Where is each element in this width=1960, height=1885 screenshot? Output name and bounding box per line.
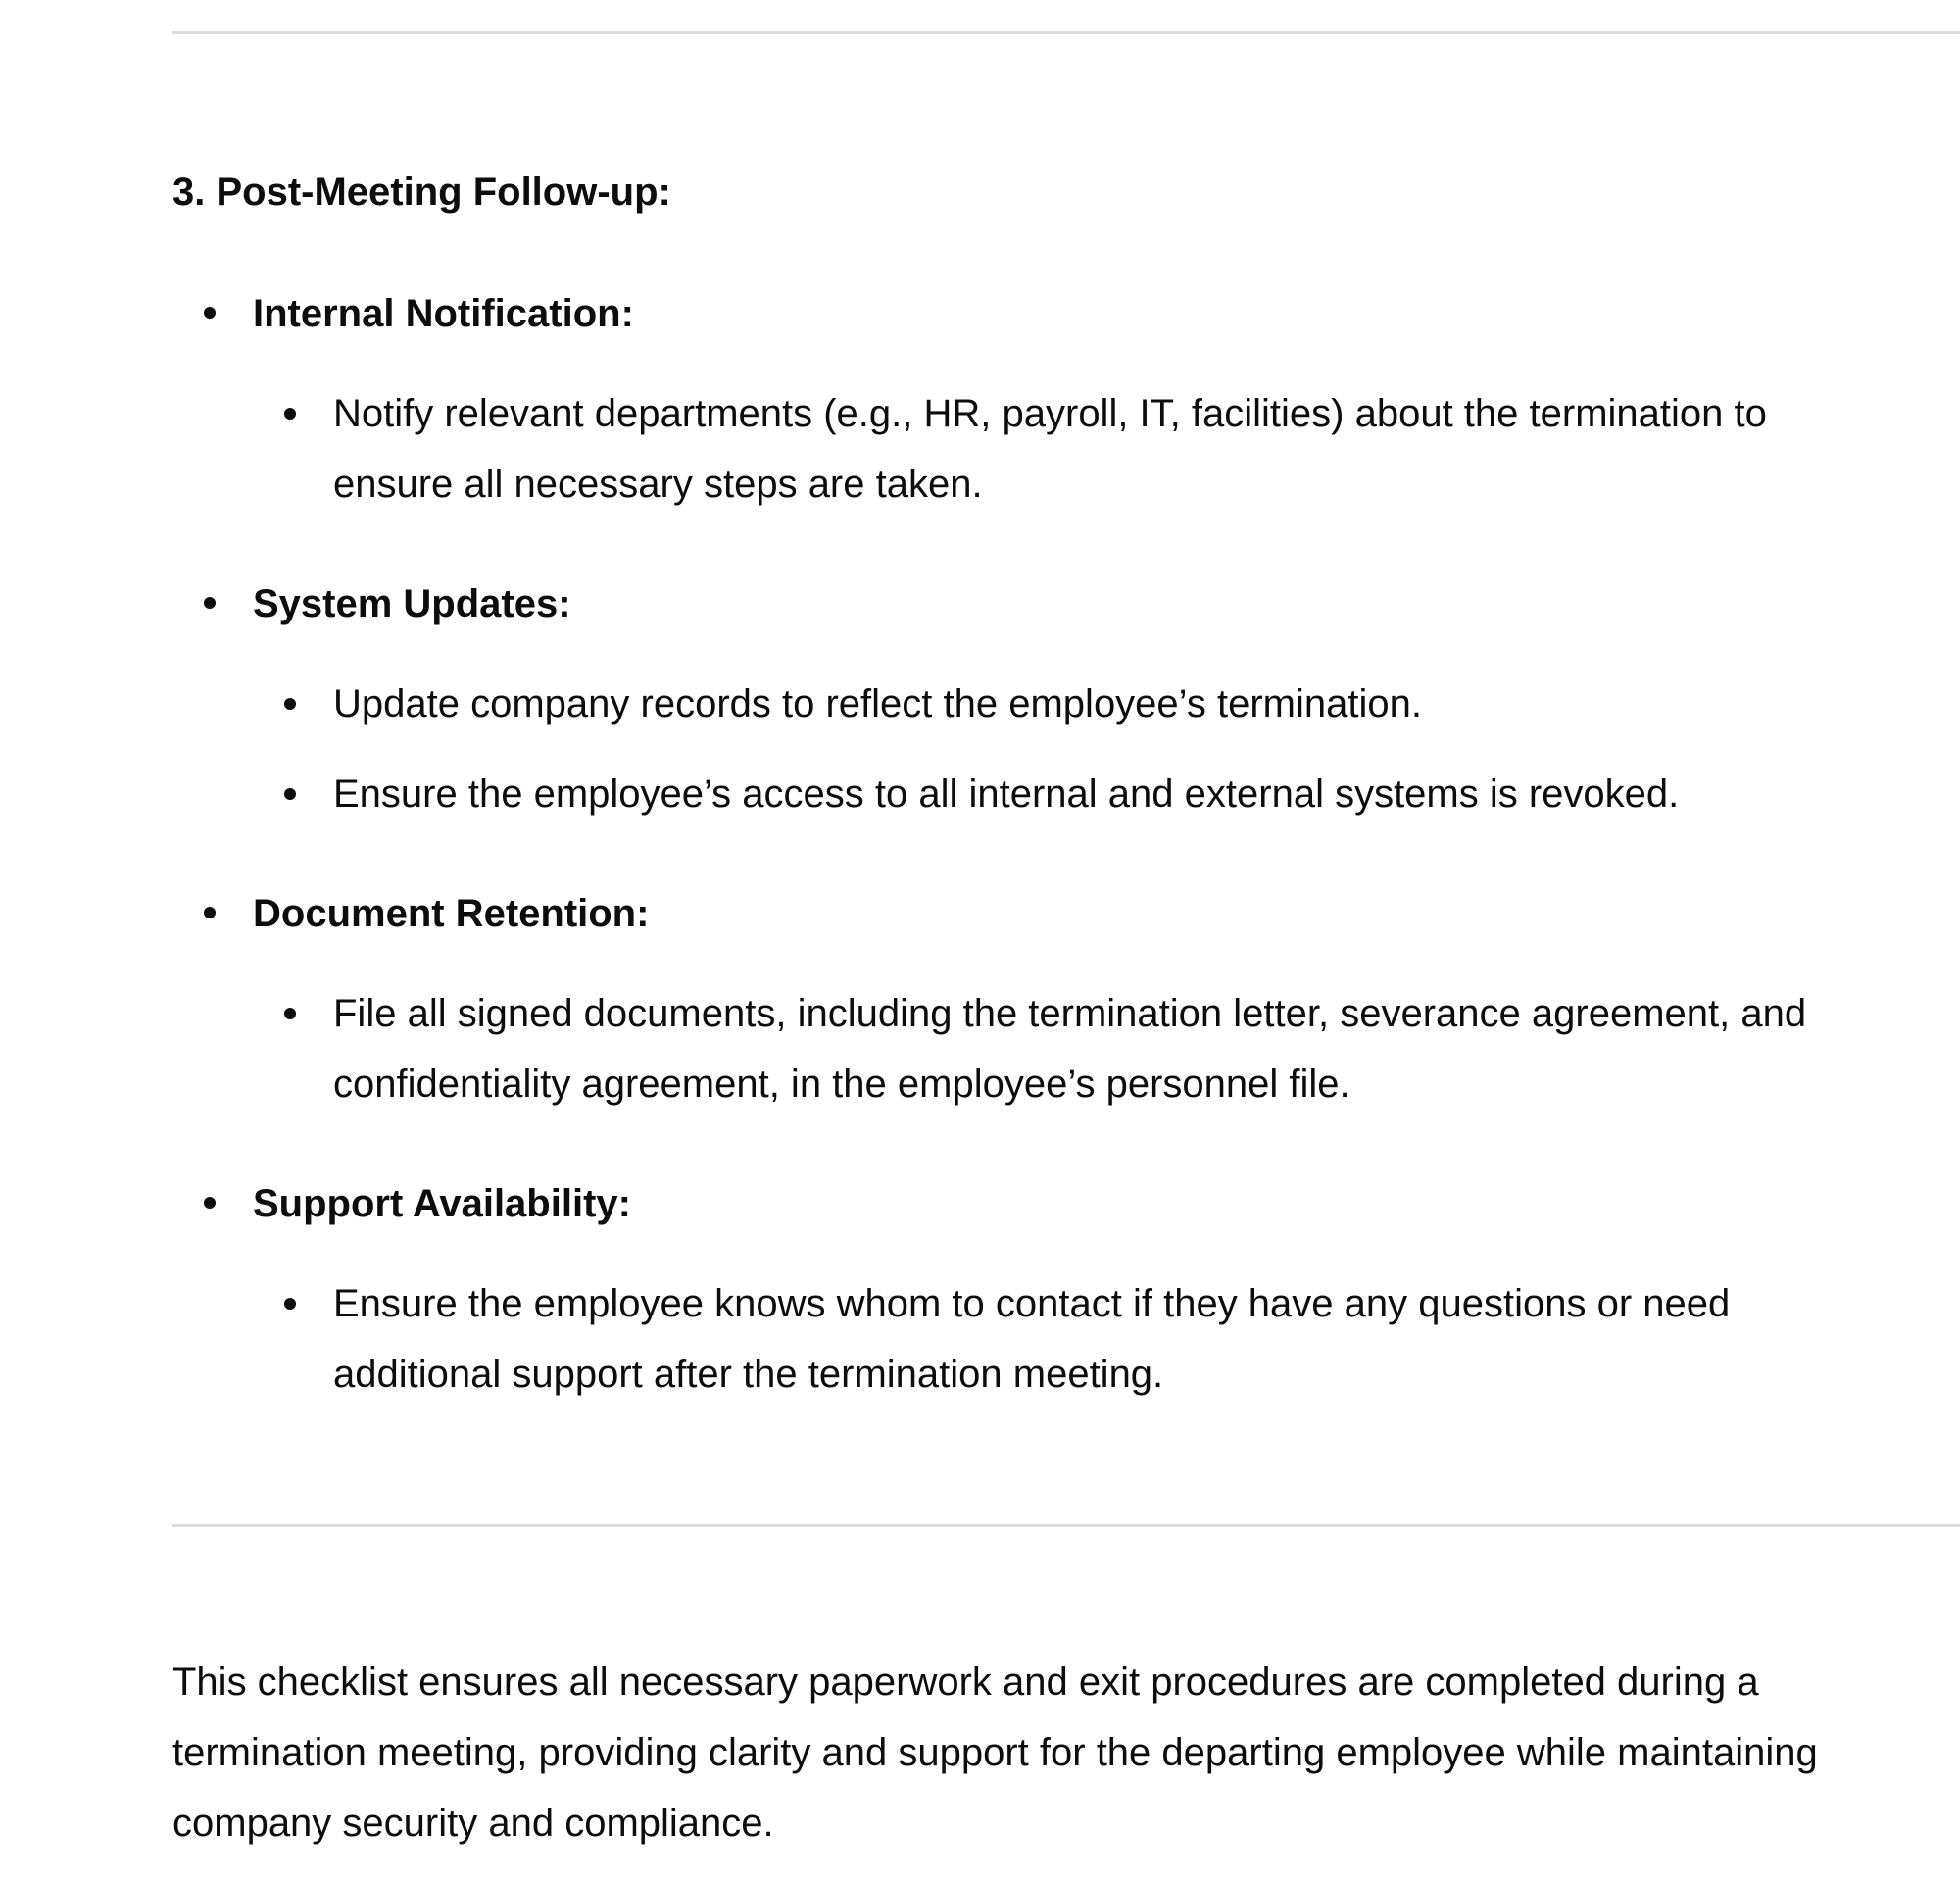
item-title-internal-notification: Internal Notification: xyxy=(253,292,634,335)
top-divider xyxy=(172,31,1960,34)
section-heading: 3. Post-Meeting Follow-up: xyxy=(172,171,671,214)
item-detail: Update company records to reflect the employee’s termination. xyxy=(333,682,1422,725)
item-title-document-retention: Document Retention: xyxy=(253,892,650,935)
bullet-icon xyxy=(204,307,216,319)
item-detail: Ensure the employee’s access to all internal and external systems is revoked. xyxy=(333,772,1680,816)
bullet-icon xyxy=(284,1298,296,1310)
bullet-icon xyxy=(284,1008,296,1019)
bullet-icon xyxy=(284,788,296,800)
closing-paragraph: This checklist ensures all necessary paperwork and exit procedures are completed during a termination meeting, providing clarity and support for the departing employee while maintaining company security and compliance. xyxy=(172,1661,1818,1845)
bullet-icon xyxy=(284,408,296,420)
bullet-icon xyxy=(204,1197,216,1209)
item-title-support-availability: Support Availability: xyxy=(253,1182,631,1225)
bullet-icon xyxy=(204,597,216,609)
item-detail: Ensure the employee knows whom to contact if they have any questions or need additional support after the termination meeting. xyxy=(333,1282,1731,1396)
item-detail: Notify relevant departments (e.g., HR, payroll, IT, facilities) about the termination to ensure all necessary steps are taken. xyxy=(333,392,1767,506)
item-detail: File all signed documents, including the termination letter, severance agreement, and confidentiality agreement, in the employee’s personnel file. xyxy=(333,992,1807,1106)
bullet-icon xyxy=(284,698,296,710)
bottom-divider xyxy=(172,1524,1960,1527)
item-title-system-updates: System Updates: xyxy=(253,582,571,625)
bullet-icon xyxy=(204,907,216,918)
